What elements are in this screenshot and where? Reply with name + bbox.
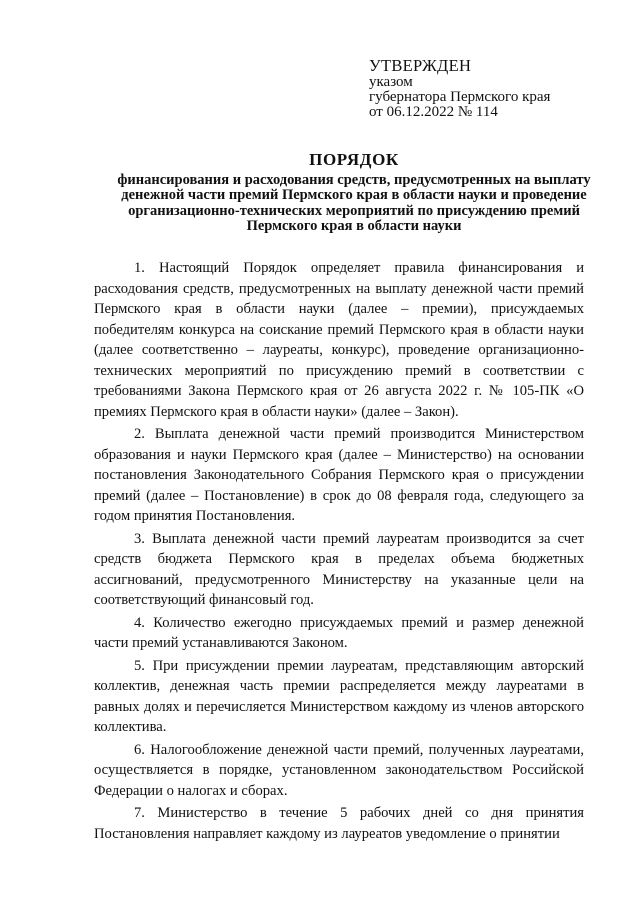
approval-line: указом [369,74,413,90]
paragraph-3: 3. Выплата денежной части премий лауреатам производится за счет средств бюджета Пермского края в пределах объема бюджетных ассигнований, предусмотренного Министерству на указанные цели на соответствующий финансовый год. [94,530,584,608]
paragraph-5: 5. При присуждении премии лауреатам, представляющим авторский коллектив, денежная часть премии распределяется между лауреатами в равных долях и перечисляется Министерством каждому из членов авторского коллектива. [94,657,584,735]
paragraph-2: 2. Выплата денежной части премий производится Министерством образования и науки Пермского края (далее – Министерство) на основании постановления Законодательного Собрания Пермского края о присуждении премий (далее – Постановление) в срок до 08 февраля года, следующего за годом принятия Постановления. [94,426,584,524]
paragraph-4: 4. Количество ежегодно присуждаемых премий и размер денежной части премий устанавливаются Законом. [94,614,584,651]
paragraph-6: 6. Налогообложение денежной части премий, полученных лауреатами, осуществляется в порядке, установленном законодательством Российской Федерации о налогах и сборах. [94,741,584,799]
paragraph-1: 1. Настоящий Порядок определяет правила финансирования и расходования средств, предусмотренных на выплату денежной части премий Пермского края в области науки (далее – премии), присуждаемых победителям конкурса на соискание премий Пермского края в области науки (далее соответственно – лауреаты, конкурс), проведение организационно-технических мероприятий по присуждению премий в соответствии с требованиями Закона Пермского края от 26 августа 2022 г. № 105-ПК «О премиях Пермского края в области науки» (далее – Закон). [94,260,584,420]
paragraph-7: 7. Министерство в течение 5 рабочих дней со дня принятия Постановления направляет каждому из лауреатов уведомление о принятии [94,805,584,842]
approval-line: губернатора Пермского края [369,89,551,105]
document-subtitle: финансирования и расходования средств, предусмотренных на выплату денежной части премий Пермского края в области науки и проведение организационно-технических мероприятий по присуждению премий Пермского края в области науки [117,172,591,235]
approval-stamp [369,57,619,120]
document-body [94,258,584,844]
document-title [94,150,614,235]
approval-heading: УТВЕРЖДЕН [369,56,472,75]
approval-line: от 06.12.2022 № 114 [369,104,498,120]
document-heading: ПОРЯДОК [309,150,399,169]
